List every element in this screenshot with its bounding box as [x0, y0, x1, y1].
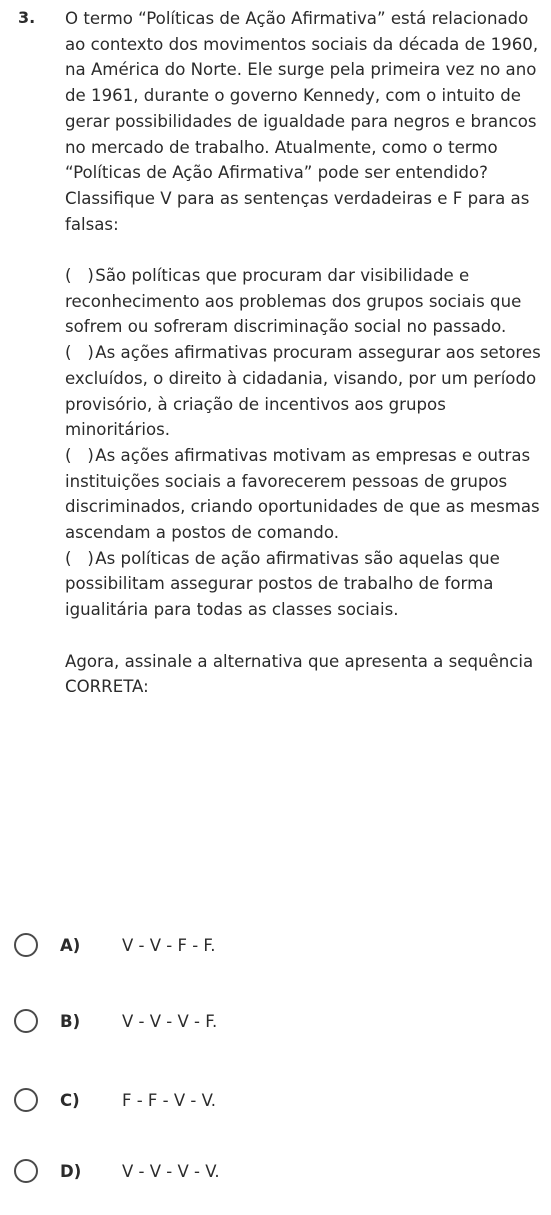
- radio-button-icon[interactable]: [14, 1009, 38, 1033]
- question-number: 3.: [18, 8, 36, 27]
- option-letter: C): [60, 1091, 80, 1110]
- option-letter: A): [60, 936, 81, 955]
- radio-button-icon[interactable]: [14, 1159, 38, 1183]
- option-b[interactable]: [0, 1003, 551, 1043]
- question-intro: O termo “Políticas de Ação Afirmativa” está relacionado ao contexto dos movimentos sociais da década de 1960, na América do Norte. Ele surge pela primeira vez no ano de 1961, durante o governo Kennedy, com o intuito de gerar possibilidades de igualdade para negros e brancos no mercado de trabalho. Atualmente, como o termo “Políticas de Ação Afirmativa” pode ser entendido? Classifique V para as sentenças verdadeiras e F para as falsas:: [65, 9, 539, 234]
- statement-mark: ( ): [65, 445, 94, 465]
- statement-mark: ( ): [65, 343, 94, 363]
- question-prompt: Agora, assinale a alternativa que apresenta a sequência CORRETA:: [65, 651, 534, 697]
- statement-item: [65, 546, 543, 623]
- option-text: V - V - V - V.: [122, 1162, 220, 1181]
- statement-text: As ações afirmativas procuram assegurar aos setores excluídos, o direito à cidadania, visando, por um período provisório, à criação de incentivos aos grupos minoritários.: [65, 343, 541, 440]
- option-c[interactable]: [0, 1082, 551, 1122]
- radio-button-icon[interactable]: [14, 933, 38, 957]
- statement-text: As ações afirmativas motivam as empresas e outras instituições sociais a favorecerem pessoas de grupos discriminados, criando oportunidades de que as mesmas ascendam a postos de comando.: [65, 445, 540, 543]
- option-text: V - V - F - F.: [122, 936, 216, 955]
- statement-text: As políticas de ação afirmativas são aquelas que possibilitam assegurar postos de trabalho de forma igualitária para todas as classes sociais.: [65, 548, 500, 620]
- statement-item: [65, 443, 543, 546]
- statement-item: [65, 340, 543, 443]
- question-body: [65, 6, 543, 700]
- option-text: V - V - V - F.: [122, 1012, 218, 1031]
- option-letter: D): [60, 1162, 82, 1181]
- statement-mark: ( ): [65, 548, 94, 568]
- option-a[interactable]: [0, 927, 551, 967]
- option-text: F - F - V - V.: [122, 1091, 217, 1110]
- statement-mark: ( ): [65, 266, 94, 286]
- radio-button-icon[interactable]: [14, 1088, 38, 1112]
- option-letter: B): [60, 1012, 81, 1031]
- option-d[interactable]: [0, 1153, 551, 1193]
- statement-text: São políticas que procuram dar visibilidade e reconhecimento aos problemas dos grupos sociais que sofrem ou sofreram discriminação social no passado.: [65, 266, 522, 337]
- statement-item: [65, 263, 543, 340]
